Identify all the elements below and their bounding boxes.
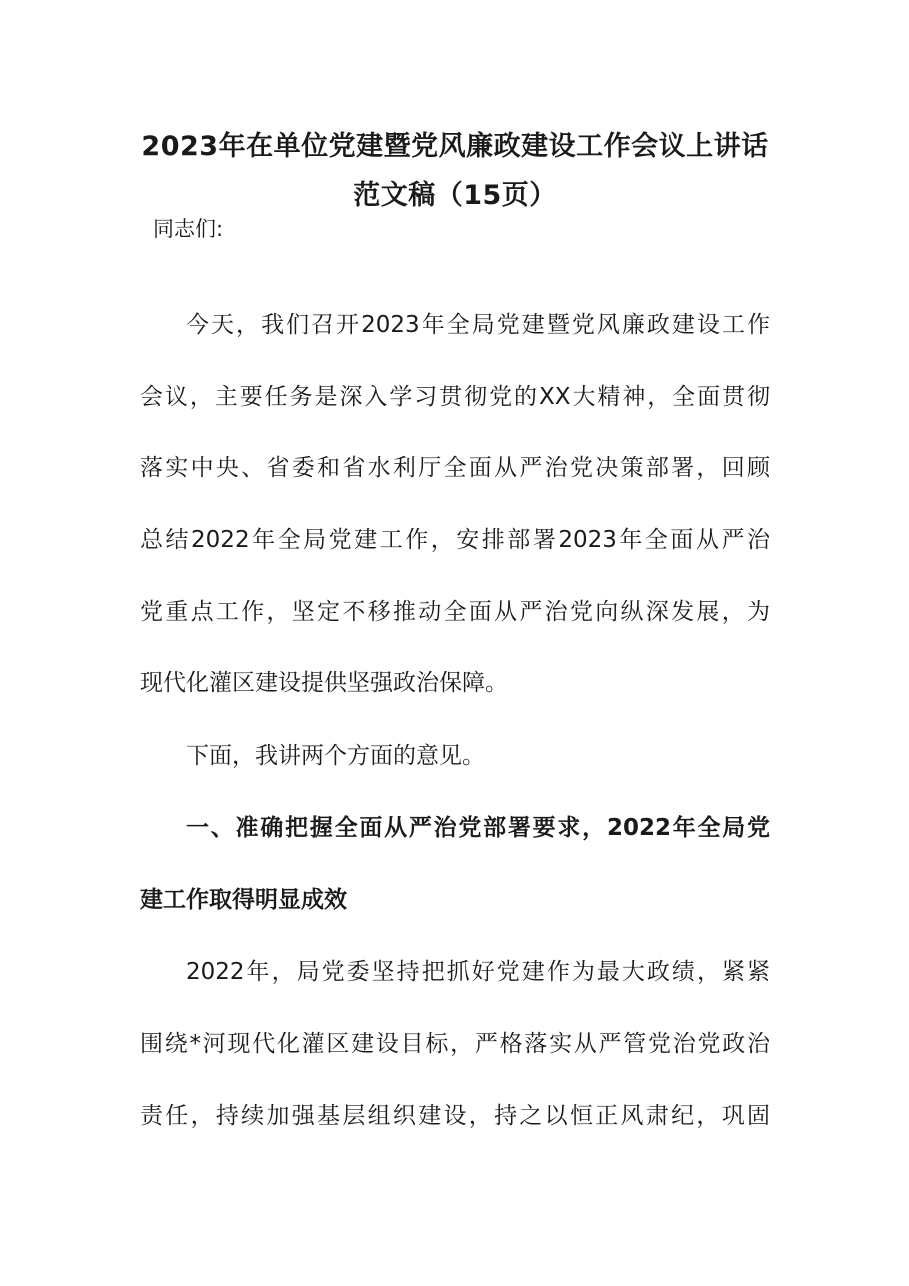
paragraph-line: 2022年，局党委坚持把抓好党建作为最大政绩，紧紧 [186, 959, 770, 985]
paragraph-line: 今天，我们召开2023年全局党建暨党风廉政建设工作 [186, 312, 770, 338]
paragraph-line: 现代化灌区建设提供坚强政治保障。 [140, 670, 508, 696]
paragraph-line: 党重点工作，坚定不移推动全面从严治党向纵深发展，为 [140, 599, 770, 625]
section-heading-line: 建工作取得明显成效 [140, 887, 347, 913]
paragraph-line: 总结2022年全局党建工作，安排部署2023年全面从严治 [140, 527, 770, 553]
document-title: 2023年在单位党建暨党风廉政建设工作会议上讲话 [141, 131, 769, 162]
paragraph-line: 责任，持续加强基层组织建设，持之以恒正风肃纪，巩固 [140, 1103, 770, 1129]
paragraph-line: 下面，我讲两个方面的意见。 [186, 743, 485, 769]
salutation: 同志们: [153, 217, 224, 241]
paragraph-line: 会议，主要任务是深入学习贯彻党的XX大精神，全面贯彻 [140, 384, 770, 410]
paragraph-line: 围绕*河现代化灌区建设目标，严格落实从严管党治党政治 [140, 1031, 770, 1057]
section-heading-line: 一、准确把握全面从严治党部署要求，2022年全局党 [186, 815, 770, 841]
document-title-continued: 范文稿（15页） [353, 180, 557, 211]
paragraph-line: 落实中央、省委和省水利厅全面从严治党决策部署，回顾 [140, 455, 770, 481]
